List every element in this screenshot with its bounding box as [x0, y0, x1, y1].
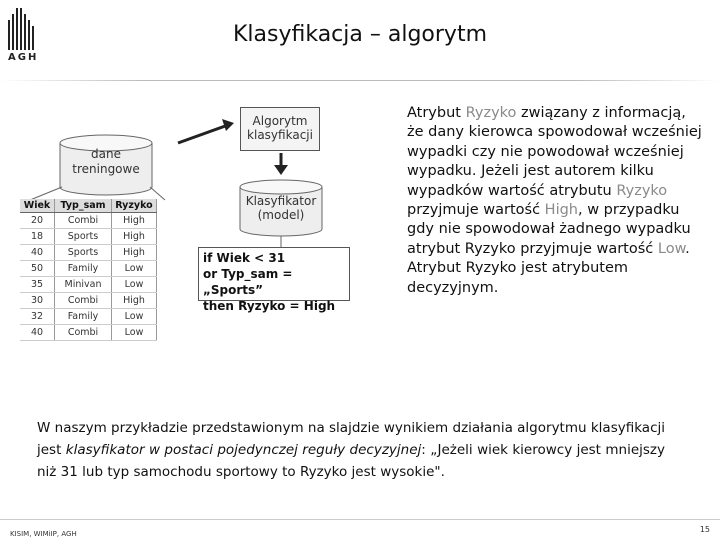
table-row [20, 245, 157, 261]
column-header: Wiek [20, 199, 55, 213]
cell: 18 [20, 229, 55, 245]
algorithm-label-line1: Algorytm [252, 114, 308, 128]
cell: 35 [20, 277, 55, 293]
cell: 20 [20, 213, 55, 229]
algorithm-label-line2: klasyfikacji [247, 128, 313, 142]
training-data-label [62, 147, 150, 177]
model-label-line1: Klasyfikator [245, 194, 317, 208]
cell: High [112, 245, 157, 261]
training-label-line2: treningowe [72, 162, 140, 176]
text-segment: związany z informacją, że dany kierowca spowodował wcześniej wypadki czy nie powodował wcześniej wypadku. Jeżeli jest autorem kilku wypadków wartość atrybutu [407, 105, 702, 199]
cell: Sports [55, 245, 112, 261]
logo-text: AGH [8, 52, 39, 63]
page-title: Klasyfikacja – algorytm [232, 22, 487, 47]
cell: Low [112, 309, 157, 325]
highlight-low: Low [657, 240, 686, 257]
highlight-ryzyko: Ryzyko [616, 182, 668, 199]
table-row [20, 229, 157, 245]
cell: Combi [55, 293, 112, 309]
cell: 32 [20, 309, 55, 325]
arrow-to-algorithm-icon [178, 119, 234, 143]
text-segment: W naszym przykładzie przedstawionym na slajdzie wynikiem działania algorytmu klasyfikacji jest [37, 420, 665, 458]
model-label-line2: (model) [257, 208, 305, 222]
attribute-description [407, 104, 707, 298]
table-row [20, 277, 157, 293]
cell: Low [112, 277, 157, 293]
rule-line2: or Typ_sam = „Sports” [203, 267, 293, 297]
table-header-row [20, 199, 157, 213]
cell: Low [112, 261, 157, 277]
text-segment: Atrybut [407, 105, 466, 121]
cell: Combi [55, 213, 112, 229]
cell: 40 [20, 245, 55, 261]
cell: High [112, 213, 157, 229]
cell: Combi [55, 325, 112, 341]
example-summary [37, 417, 665, 483]
highlight-high: High [544, 202, 578, 219]
column-header: Typ_sam [55, 199, 112, 213]
text-segment: , w przypadku gdy nie spowodował żadnego wypadku atrybut Ryzyko przyjmuje wartość [407, 202, 691, 257]
text-segment: : „Jeżeli wiek kierowcy jest mniejszy niż 31 lub typ samochodu sportowy to Ryzyko jest wysokie". [37, 442, 665, 480]
cell: Family [55, 261, 112, 277]
highlight-ryzyko: Ryzyko [465, 105, 517, 121]
italic-segment: klasyfikator w postaci pojedynczej reguły decyzyjnej [65, 442, 422, 458]
table-row [20, 293, 157, 309]
cell: 50 [20, 261, 55, 277]
text-segment: przyjmuje wartość [407, 202, 545, 219]
cell: Sports [55, 229, 112, 245]
arrow-down-icon [274, 153, 288, 175]
rule-line1: if Wiek < 31 [203, 251, 286, 265]
cell: 40 [20, 325, 55, 341]
model-label [240, 194, 322, 222]
footer-divider [0, 519, 720, 520]
training-data-table [20, 199, 157, 341]
cell: Family [55, 309, 112, 325]
title-divider [0, 80, 720, 81]
table-row [20, 325, 157, 341]
column-header: Ryzyko [112, 199, 157, 213]
cell: 30 [20, 293, 55, 309]
cell: Low [112, 325, 157, 341]
cell: High [112, 229, 157, 245]
table-row [20, 261, 157, 277]
algorithm-box [240, 107, 320, 151]
table-row [20, 309, 157, 325]
classification-diagram [20, 105, 340, 338]
footer-affiliation: KISIM, WIMiIP, AGH [10, 530, 77, 538]
page-number: 15 [699, 525, 710, 534]
cell: High [112, 293, 157, 309]
decision-rule-box [198, 247, 350, 313]
rule-line3: then Ryzyko = High [203, 299, 336, 313]
training-label-line1: dane [91, 147, 121, 161]
text-segment: . Atrybut Ryzyko jest atrybutem decyzyjnym. [407, 240, 690, 296]
table-row [20, 213, 157, 229]
cell: Minivan [55, 277, 112, 293]
